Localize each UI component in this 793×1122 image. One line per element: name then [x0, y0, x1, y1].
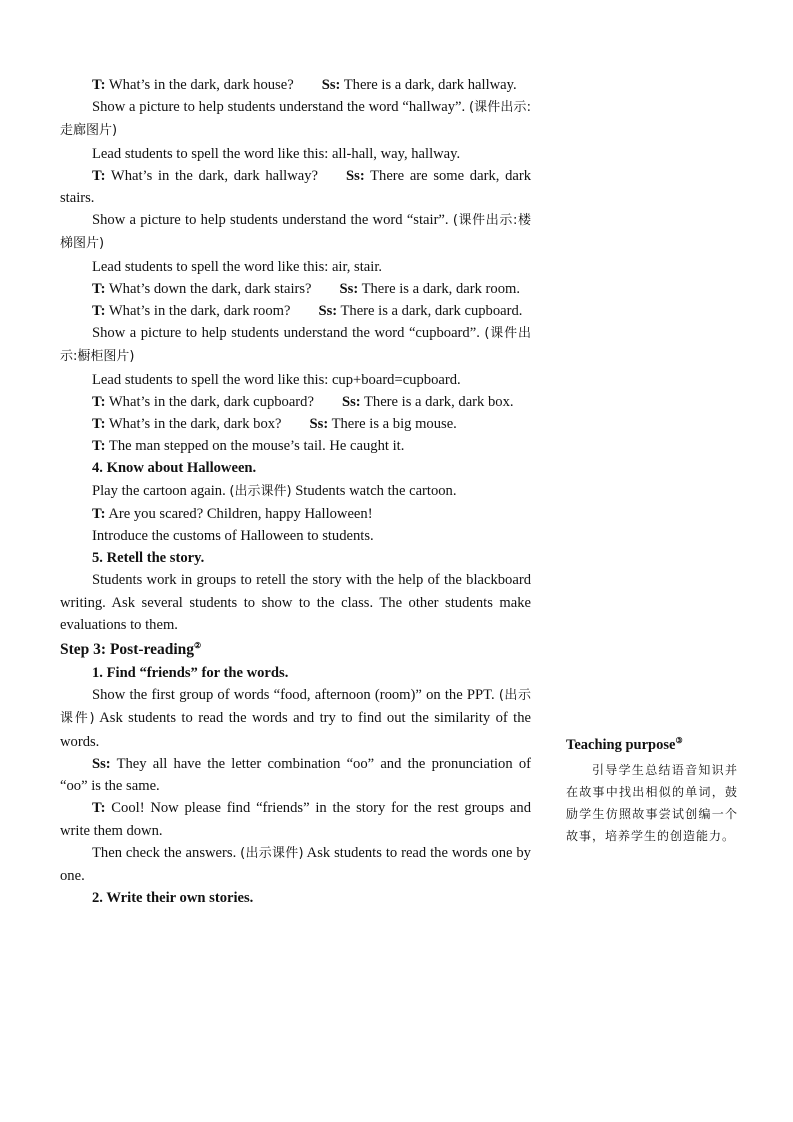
speaker-label: Ss: — [92, 755, 111, 772]
speaker-label: T: — [92, 416, 106, 433]
dialog-line — [60, 74, 531, 96]
dialog-text: Cool! Now please find “friends” in the story for the rest groups and write them down. — [60, 800, 531, 839]
instruction-text: Show a picture to help students understand the word “hallway”. — [92, 99, 469, 116]
dialog-line — [60, 435, 531, 457]
dialog-text: There is a dark, dark cupboard. — [337, 303, 523, 320]
dialog-text: Are you scared? Children, happy Halloween! — [105, 505, 373, 522]
sub-heading-text: 4. Know about Halloween. — [92, 460, 257, 477]
instruction-text: Play the cartoon again. — [92, 482, 230, 499]
instruction-text: Show a picture to help students understand the word “cupboard”. — [92, 325, 485, 342]
speaker-label: Ss: — [309, 416, 329, 433]
speaker-label: T: — [92, 303, 106, 320]
sub-heading-text: 5. Retell the story. — [92, 550, 205, 567]
speaker-label: T: — [92, 167, 106, 184]
speaker-label: T: — [92, 393, 106, 410]
dialog-line — [60, 391, 531, 413]
paragraph: Introduce the customs of Halloween to students. — [92, 528, 374, 545]
sub-heading — [60, 547, 531, 569]
teaching-purpose-note — [566, 733, 738, 847]
speaker-label: Ss: — [321, 77, 341, 93]
dialog-text: What’s in the dark, dark cupboard? — [105, 393, 314, 410]
courseware-note: (课件出示:走廊图片) — [60, 100, 532, 139]
sub-heading-text: 1. Find “friends” for the words. — [92, 665, 289, 682]
speaker-label: T: — [92, 800, 106, 817]
dialog-text: What’s in the dark, dark house? — [105, 77, 294, 93]
step3-heading: Step 3: Post-reading② — [60, 640, 202, 659]
dialog-line — [60, 278, 531, 300]
lesson-body — [60, 74, 531, 909]
courseware-note: (课件出示:橱柜图片) — [60, 326, 531, 365]
dialog-line — [60, 300, 531, 322]
dialog-text: There is a dark, dark box. — [360, 393, 514, 410]
instruction-text: Ask students to read the words and try to find out the similarity of the words. — [60, 710, 531, 750]
paragraph: Students work in groups to retell the story with the help of the blackboard writing. Ask several students to show to the class. The other students make evaluations to them. — [60, 572, 531, 633]
footnote-mark: ② — [194, 640, 202, 650]
courseware-note: (出示课件) — [240, 845, 304, 861]
dialog-text: What’s in the dark, dark room? — [105, 303, 291, 320]
speaker-label: Ss: — [318, 303, 338, 320]
dialog-text: There is a dark, dark room. — [358, 280, 521, 297]
paragraph — [60, 480, 531, 503]
footnote-mark: ③ — [675, 736, 683, 746]
paragraph — [60, 209, 531, 255]
dialog-line — [60, 413, 531, 435]
speaker-label: T: — [92, 505, 106, 522]
paragraph — [60, 322, 531, 368]
dialog-text: There are some dark, dark stairs. — [60, 167, 531, 207]
paragraph — [60, 684, 531, 753]
paragraph: Lead students to spell the word like this: cup+board=cupboard. — [92, 371, 461, 388]
instruction-text: Ask students to read the words one by one. — [60, 844, 531, 884]
speaker-label: T: — [92, 438, 106, 455]
instruction-text: Students watch the cartoon. — [291, 482, 457, 499]
paragraph: Lead students to spell the word like this: all-hall, way, hallway. — [92, 145, 461, 162]
instruction-text: Show the first group of words “food, afternoon (room)” on the PPT. — [92, 687, 499, 704]
sub-heading — [60, 887, 531, 909]
dialog-text: What’s in the dark, dark hallway? — [105, 167, 319, 184]
dialog-line — [60, 753, 531, 797]
courseware-note: (出示课件) — [229, 483, 292, 499]
speaker-label: T: — [92, 77, 106, 93]
dialog-text: What’s in the dark, dark box? — [105, 416, 282, 433]
dialog-text: What’s down the dark, dark stairs? — [105, 280, 312, 297]
speaker-label: T: — [92, 280, 106, 297]
speaker-label: Ss: — [339, 280, 359, 297]
steps-block — [60, 74, 531, 636]
courseware-note: (出示课件) — [60, 688, 531, 727]
speaker-label: Ss: — [346, 167, 365, 184]
paragraph — [60, 96, 531, 142]
post-reading-block — [60, 662, 531, 909]
dialog-text: The man stepped on the mouse’s tail. He caught it. — [105, 438, 405, 455]
sub-heading — [60, 662, 531, 684]
teaching-purpose-title: Teaching purpose③ — [566, 736, 683, 753]
teaching-purpose-text: 引导学生总结语音知识并在故事中找出相似的单词，鼓励学生仿照故事尝试创编一个故事，培养学生的创造能力。 — [566, 763, 738, 843]
sub-heading-text: 2. Write their own stories. — [92, 890, 254, 907]
paragraph — [60, 842, 531, 887]
instruction-text: Show a picture to help students understand the word “stair”. — [92, 212, 453, 229]
courseware-note: (课件出示:楼梯图片) — [60, 213, 531, 252]
sub-heading — [60, 457, 531, 479]
dialog-text: There is a big mouse. — [328, 416, 457, 433]
dialog-text: They all have the letter combination “oo” and the pronunciation of “oo” is the same. — [60, 755, 531, 795]
paragraph: Lead students to spell the word like this: air, stair. — [92, 258, 383, 275]
dialog-line — [60, 797, 531, 841]
dialog-line — [60, 503, 531, 525]
dialog-text: There is a dark, dark hallway. — [340, 77, 517, 93]
speaker-label: Ss: — [341, 393, 361, 410]
dialog-line — [60, 165, 531, 209]
instruction-text: Then check the answers. — [92, 844, 241, 861]
